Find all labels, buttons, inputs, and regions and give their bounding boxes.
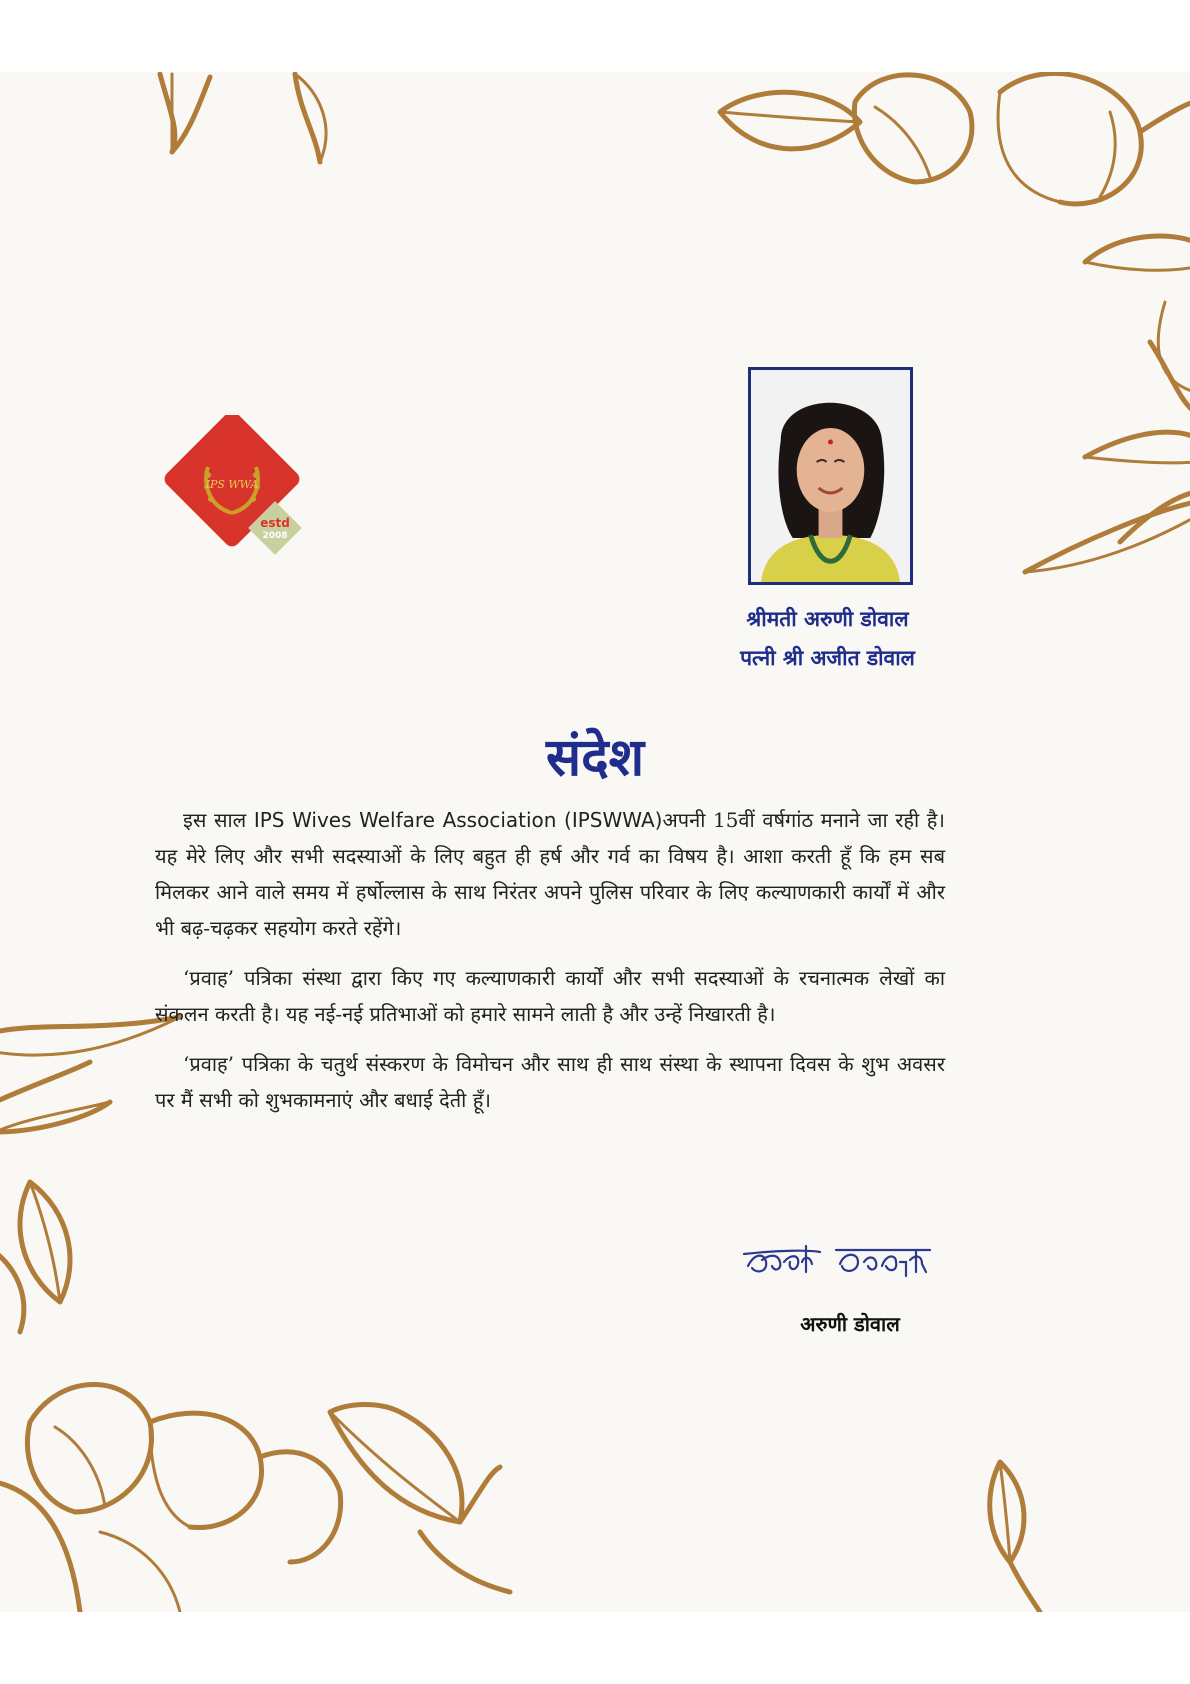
message-paragraph: ‘प्रवाह’ पत्रिका के चतुर्थ संस्करण के विमोचन और साथ ही साथ संस्था के स्थापना दिवस के शुभ अवसर पर मैं सभी को शुभकामनाएं और बधाई देती हूँ। (155, 1052, 945, 1112)
profile-name: श्रीमती अरुणी डोवाल (746, 607, 909, 631)
message-title: संदेश (545, 728, 645, 788)
message-paragraph: ‘प्रवाह’ पत्रिका संस्था द्वारा किए गए कल्याणकारी कार्यों और सभी सदस्याओं के रचनात्मक लेखों का संकलन करती है। यह नई-नई प्रतिभाओं को हमारे सामने लाती है और उन्हें निखारती है। (155, 966, 945, 1026)
message-paragraph (155, 802, 945, 946)
association-name: IPS Wives Welfare Association (IPSWWA) (253, 808, 663, 832)
message-page (0, 72, 1190, 1612)
logo-estd-year: 2008 (262, 531, 288, 541)
message-body (155, 802, 945, 1132)
paragraph-text: अपनी 15वीं वर्षगांठ मनाने जा रही है। यह मेरे लिए और सभी सदस्याओं के लिए बहुत ही हर्ष और गर्व का विषय है। आशा करती हूँ कि हम सब मिलकर आने वाले समय में हर्षोल्लास के साथ निरंतर अपने पुलिस परिवार के लिए कल्याणकारी कार्यों में और भी बढ़-चढ़कर सहयोग करते रहेंगे। (155, 808, 945, 940)
ipswwa-logo (160, 415, 310, 565)
signer-name: अरुणी डोवाल (800, 1312, 900, 1336)
logo-emblem-text: IPS WWA (205, 478, 259, 491)
paragraph-text: इस साल (183, 808, 254, 832)
handwritten-signature (740, 1232, 940, 1284)
logo-estd-label: estd (260, 516, 290, 530)
profile-photo (748, 367, 913, 585)
profile-relation: पत्नी श्री अजीत डोवाल (740, 646, 915, 670)
